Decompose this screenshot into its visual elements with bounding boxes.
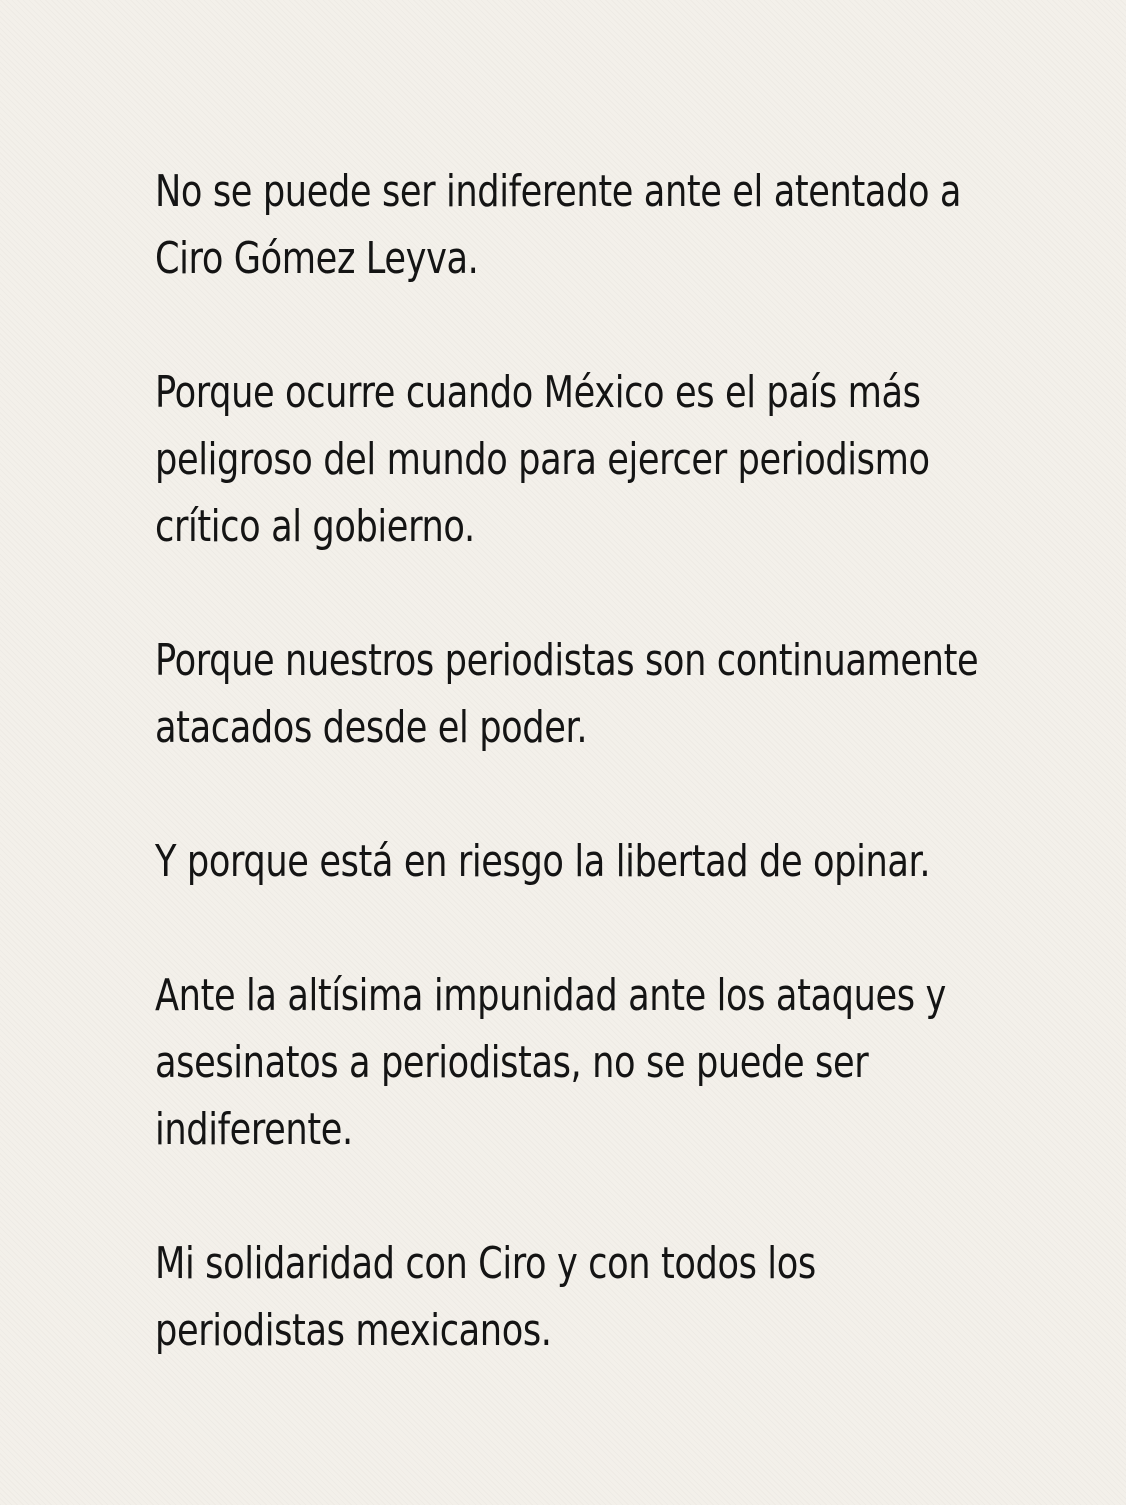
text-line: Ciro Gómez Leyva. (155, 233, 479, 284)
statement-text (155, 158, 979, 1364)
paragraph-2 (155, 359, 930, 560)
text-line: Porque nuestros periodistas son continuamente (155, 635, 979, 686)
paragraph-4 (155, 828, 931, 895)
text-line: indiferente. (155, 1104, 353, 1155)
text-line: crítico al gobierno. (155, 501, 475, 552)
paragraph-6 (155, 1230, 859, 1364)
text-line: atacados desde el poder. (155, 702, 588, 753)
paragraph-3 (155, 627, 979, 761)
paragraph-gap (155, 292, 859, 359)
text-line: Y porque está en riesgo la libertad de opinar. (155, 836, 931, 887)
text-line: peligroso del mundo para ejercer periodismo (155, 434, 930, 485)
text-line: Porque ocurre cuando México es el país más (155, 367, 921, 418)
text-line: Ante la altísima impunidad ante los ataques y (155, 970, 946, 1021)
text-line: Mi solidaridad con Ciro y con todos los (155, 1238, 816, 1289)
text-line: asesinatos a periodistas, no se puede ser (155, 1037, 869, 1088)
paragraph-gap (155, 560, 859, 627)
text-line: periodistas mexicanos. (155, 1305, 552, 1356)
paragraph-gap (155, 1163, 859, 1230)
paragraph-gap (155, 895, 859, 962)
paragraph-gap (155, 761, 859, 828)
paragraph-1 (155, 158, 962, 292)
text-line: No se puede ser indiferente ante el atentado a (155, 166, 962, 217)
paragraph-5 (155, 962, 946, 1163)
